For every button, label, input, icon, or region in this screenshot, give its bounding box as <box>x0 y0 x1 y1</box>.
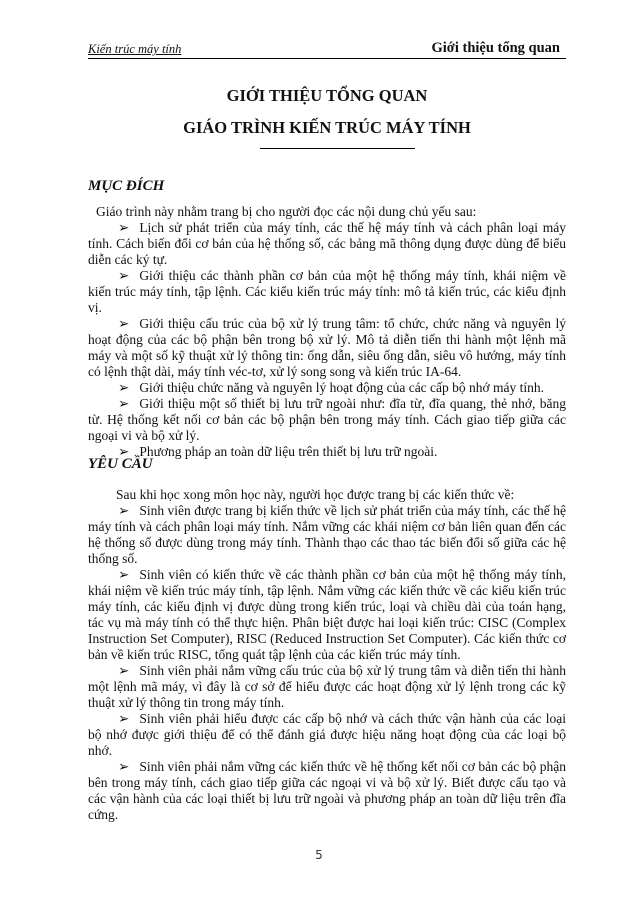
arrow-bullet-icon: ➢ <box>118 711 130 726</box>
arrow-bullet-icon: ➢ <box>118 444 130 459</box>
section-yeu-cau <box>88 487 566 823</box>
arrow-bullet-icon: ➢ <box>118 663 130 678</box>
arrow-bullet-icon: ➢ <box>118 396 130 411</box>
bullet-item <box>88 759 566 823</box>
bullet-item <box>88 567 566 663</box>
document-title: GIỚI THIỆU TỔNG QUAN <box>226 86 428 105</box>
bullet-item <box>88 316 566 380</box>
bullet-item <box>88 380 566 396</box>
bullet-text: Sinh viên phải nắm vững các kiến thức về hệ thống kết nối cơ bản các bộ phận bên trong máy tính, cách giao tiếp giữa các ngoại vi và bộ xử lý. Biết được cấu tạo và các vận hành của các loại thiết bị lưu trữ ngoài và phương pháp an toàn dữ liệu trên đĩa cứng. <box>88 759 566 822</box>
header-chapter-title: Giới thiệu tổng quan <box>431 40 560 56</box>
page-header <box>88 38 566 59</box>
bullet-item <box>88 711 566 759</box>
bullet-text: Sinh viên có kiến thức về các thành phần cơ bản của một hệ thống máy tính, khái niệm về kiến trúc máy tính, tập lệnh. Nắm vững các kiến thức về các kiểu kiến trúc máy tính, các kiểu định vị được dùng trong kiến trúc, loại và chiều dài của toán hạng, tác vụ mà máy tính có thể thực hiện. Phân biệt được hai loại kiến trúc: CISC (Complex Instruction Set Computer), RISC (Reduced Instruction Set Computer). Các kiến thức cơ bản về kiến trúc RISC, tổng quát tập lệnh của các kiến trúc máy tính. <box>88 567 566 662</box>
bullet-item <box>88 396 566 444</box>
page-number: 5 <box>315 848 323 862</box>
bullet-text: Lịch sử phát triển của máy tính, các thế hệ máy tính và cách phân loại máy tính. Cách biến đổi cơ bản của hệ thống số, các bảng mã thông dụng được dùng để biểu diễn các ký tự. <box>88 220 566 267</box>
section-intro: Giáo trình này nhằm trang bị cho người đọc các nội dung chủ yếu sau: <box>96 204 477 219</box>
bullet-text: Giới thiệu một số thiết bị lưu trữ ngoài như: đĩa từ, đĩa quang, thẻ nhớ, băng từ. Hệ thống kết nối cơ bản các bộ phận bên trong máy tính. Cách giao tiếp giữa các ngoại vi và bộ xử lý. <box>88 396 566 443</box>
bullet-item <box>88 220 566 268</box>
bullet-item <box>88 663 566 711</box>
bullet-text: Giới thiệu chức năng và nguyên lý hoạt động của các cấp bộ nhớ máy tính. <box>139 380 545 395</box>
bullet-item <box>88 444 566 460</box>
arrow-bullet-icon: ➢ <box>118 380 130 395</box>
arrow-bullet-icon: ➢ <box>118 316 130 331</box>
section-intro: Sau khi học xong môn học này, người học được trang bị các kiến thức về: <box>116 487 515 502</box>
document-subtitle: GIÁO TRÌNH KIẾN TRÚC MÁY TÍNH <box>183 118 471 137</box>
arrow-bullet-icon: ➢ <box>118 759 130 774</box>
bullet-item <box>88 268 566 316</box>
bullet-text: Sinh viên được trang bị kiến thức về lịch sử phát triển của máy tính, các thế hệ máy tính và cách phân loại máy tính. Nắm vững các khái niệm cơ bản liên quan đến các hệ thống số được dùng trong máy tính. Thành thạo các thao tác biến đổi số giữa các hệ thống số. <box>88 503 566 566</box>
bullet-text: Giới thiệu các thành phần cơ bản của một hệ thống máy tính, khái niệm về kiến trúc máy tính, tập lệnh. Các kiểu kiến trúc máy tính: mô tả kiến trúc, các kiểu định vị. <box>88 268 566 315</box>
bullet-text: Phương pháp an toàn dữ liệu trên thiết bị lưu trữ ngoài. <box>139 444 438 459</box>
header-course-name: Kiến trúc máy tính <box>88 42 182 56</box>
bullet-text: Sinh viên phải nắm vững cấu trúc của bộ xử lý trung tâm và diễn tiến thi hành một lệnh mã máy, vì đây là cơ sở để hiểu được các hoạt động xử lý lệnh trong các kỹ thuật xử lý thông tin trong máy tính. <box>88 663 566 710</box>
arrow-bullet-icon: ➢ <box>118 220 130 235</box>
section-heading-yeu-cau: YÊU CẦU <box>88 456 153 472</box>
title-underline <box>260 148 415 149</box>
bullet-text: Giới thiệu cấu trúc của bộ xử lý trung tâm: tổ chức, chức năng và nguyên lý hoạt động của các bộ phận bên trong bộ xử lý. Mô tả diễn tiến thi hành một lệnh mã máy và một số kỹ thuật xử lý thông tin: ống dẫn, siêu ống dẫn, siêu vô hướng, máy tính có lệnh thật dài, máy tính véc-tơ, xử lý song song và kiến trúc IA-64. <box>88 316 566 379</box>
section-heading-muc-dich: MỤC ĐÍCH <box>88 178 165 194</box>
arrow-bullet-icon: ➢ <box>118 567 130 582</box>
section-muc-dich <box>88 204 566 460</box>
arrow-bullet-icon: ➢ <box>118 268 130 283</box>
arrow-bullet-icon: ➢ <box>118 503 130 518</box>
bullet-item <box>88 503 566 567</box>
bullet-text: Sinh viên phải hiểu được các cấp bộ nhớ và cách thức vận hành của các loại bộ nhớ được giới thiệu để có thể đánh giá được hiệu năng hoạt động của các loại bộ nhớ. <box>88 711 566 758</box>
